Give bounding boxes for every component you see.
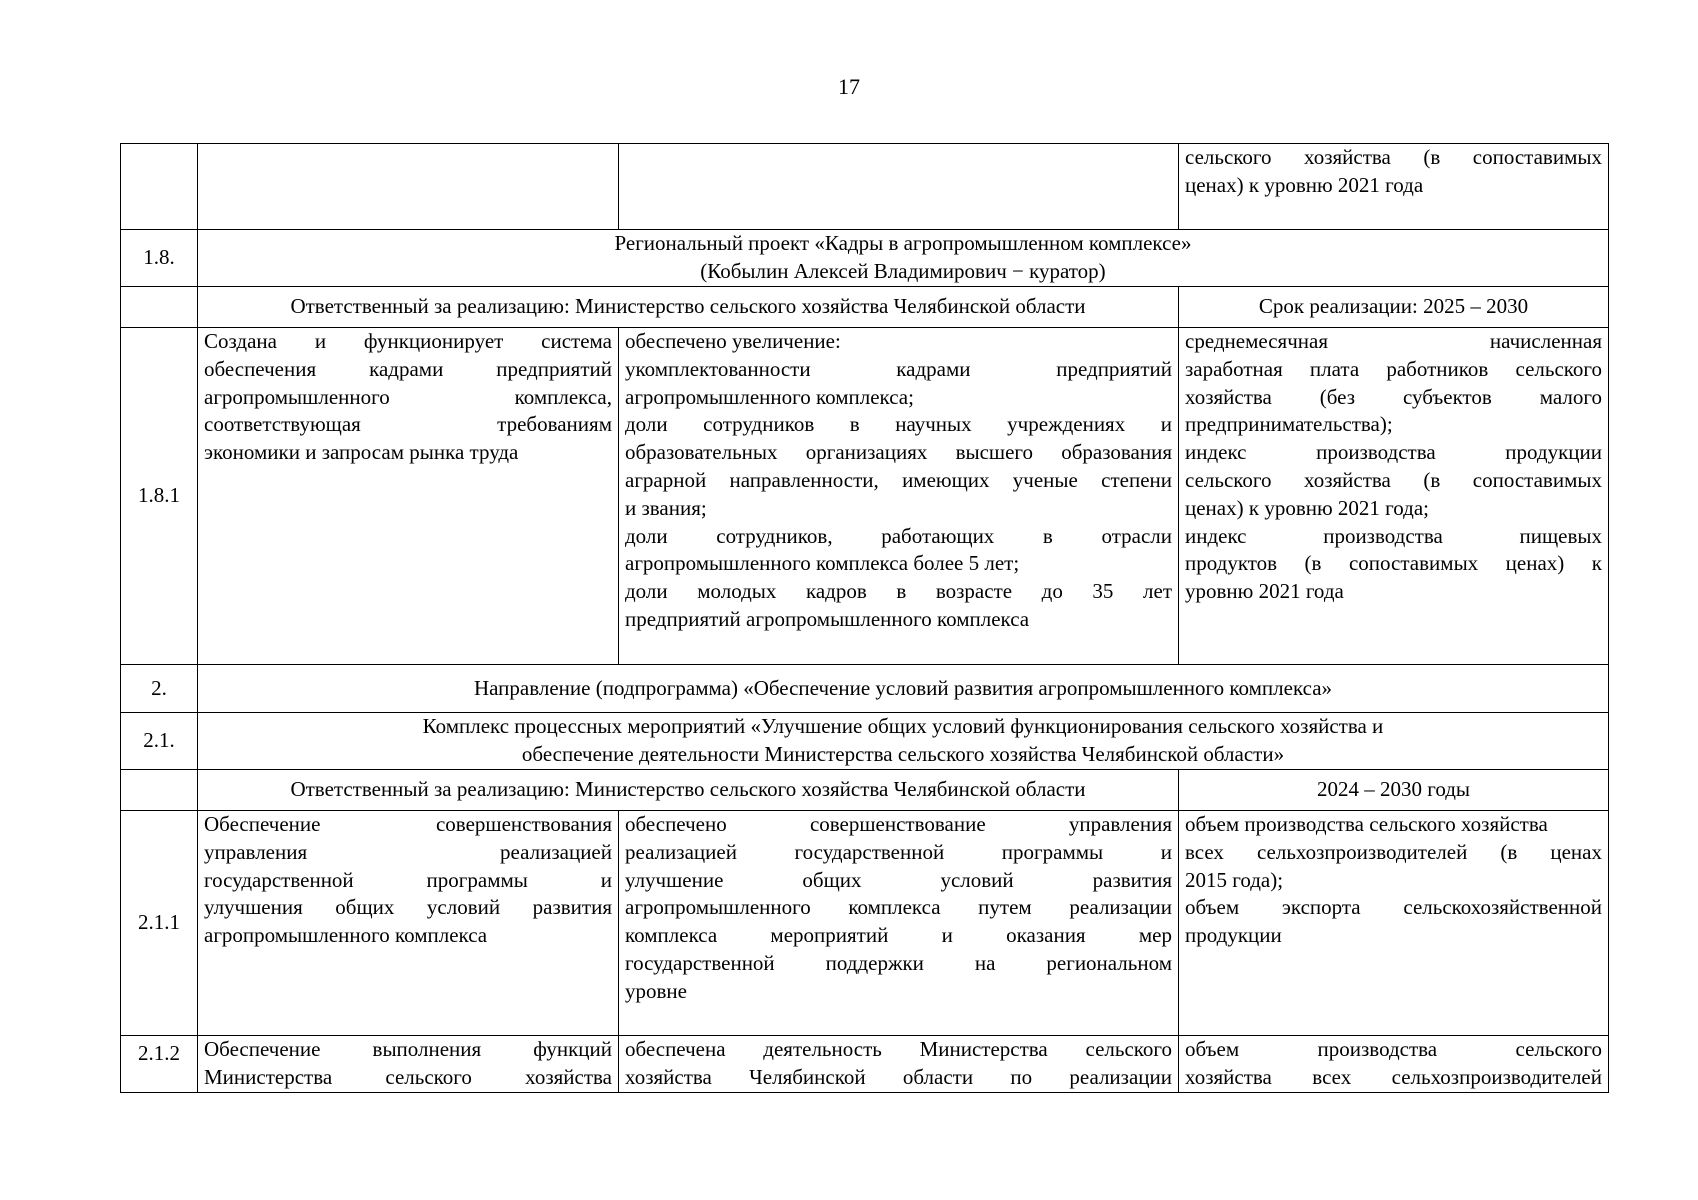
table-row-responsible bbox=[121, 287, 1609, 328]
responsible-text: Ответственный за реализацию: Министерство сельского хозяйства Челябинской области bbox=[198, 770, 1179, 811]
cell-result bbox=[619, 144, 1179, 230]
text-line: сельского хозяйства (в сопоставимых bbox=[1185, 145, 1602, 169]
text-line: доли молодых кадров в возрасте до 35 лет bbox=[625, 579, 1172, 604]
text-line: среднемесячная начисленная bbox=[1185, 329, 1602, 353]
text-line: индекс производства пищевых bbox=[1185, 523, 1602, 548]
text-line: объем производства сельского bbox=[1185, 1037, 1602, 1061]
row-number: 1.8. bbox=[121, 230, 198, 287]
responsible-text: Ответственный за реализацию: Министерство сельского хозяйства Челябинской области bbox=[198, 287, 1179, 328]
text-line: обеспечена деятельность Министерства сельского bbox=[625, 1037, 1172, 1061]
row-number: 2.1.2 bbox=[121, 1036, 198, 1093]
text-line: уровню 2021 года bbox=[1185, 579, 1344, 604]
text-line: аграрной направленности, имеющих ученые степени bbox=[625, 467, 1172, 492]
text-line: улучшения общих условий развития bbox=[204, 895, 612, 920]
text-line: реализацией государственной программы и bbox=[625, 839, 1172, 864]
text-line: обеспечено совершенствование управления bbox=[625, 812, 1172, 836]
section-title bbox=[198, 230, 1609, 287]
text-line: ценах) к уровню 2021 года; bbox=[1185, 495, 1429, 520]
section-title: Направление (подпрограмма) «Обеспечение условий развития агропромышленного комплекса» bbox=[198, 665, 1609, 713]
cell-indicator bbox=[1179, 144, 1609, 230]
cell-indicator bbox=[1179, 328, 1609, 665]
text-line: Создана и функционирует система bbox=[204, 329, 612, 353]
cell-task bbox=[198, 144, 619, 230]
text-line: 2015 года); bbox=[1185, 867, 1284, 892]
table-row bbox=[121, 328, 1609, 665]
text-line: улучшение общих условий развития bbox=[625, 867, 1172, 892]
text-line: предпринимательства); bbox=[1185, 412, 1393, 437]
text-line: продукции bbox=[1185, 923, 1282, 948]
cell-task bbox=[198, 328, 619, 665]
text-line: обеспечение деятельности Министерства сельского хозяйства Челябинской области» bbox=[521, 742, 1285, 766]
text-line: агропромышленного комплекса путем реализации bbox=[625, 895, 1172, 920]
text-line: ценах) к уровню 2021 года bbox=[1185, 172, 1424, 197]
text-line: доли сотрудников, работающих в отрасли bbox=[625, 523, 1172, 548]
text-line: Обеспечение совершенствования bbox=[204, 812, 612, 836]
text-line: хозяйства (без субъектов малого bbox=[1185, 384, 1602, 409]
text-line: доли сотрудников в научных учреждениях и bbox=[625, 412, 1172, 437]
text-line: продуктов (в сопоставимых ценах) к bbox=[1185, 551, 1602, 576]
text-line: образовательных организациях высшего образования bbox=[625, 440, 1172, 465]
text-line: укомплектованности кадрами предприятий bbox=[625, 356, 1172, 381]
table-row-section bbox=[121, 230, 1609, 287]
text-line: хозяйства Челябинской области по реализации bbox=[625, 1064, 1172, 1089]
text-line: экономики и запросам рынка труда bbox=[204, 440, 519, 465]
text-line: агропромышленного комплекса; bbox=[625, 384, 914, 409]
text-line: Обеспечение выполнения функций bbox=[204, 1037, 612, 1061]
text-line: и звания; bbox=[625, 495, 707, 520]
text-line: индекс производства продукции bbox=[1185, 440, 1602, 465]
page-number: 17 bbox=[838, 74, 860, 99]
term-text: 2024 – 2030 годы bbox=[1179, 770, 1609, 811]
cell-num bbox=[121, 770, 198, 811]
cell-num bbox=[121, 144, 198, 230]
row-number: 2. bbox=[121, 665, 198, 713]
text-line: Региональный проект «Кадры в агропромышленном комплексе» bbox=[614, 231, 1192, 256]
cell-num bbox=[121, 287, 198, 328]
cell-result bbox=[619, 811, 1179, 1036]
row-number: 2.1. bbox=[121, 713, 198, 770]
cell-task bbox=[198, 1036, 619, 1093]
text-line: всех сельхозпроизводителей (в ценах bbox=[1185, 839, 1602, 864]
text-line: объем экспорта сельскохозяйственной bbox=[1185, 895, 1602, 920]
cell-result bbox=[619, 1036, 1179, 1093]
table-row-section bbox=[121, 713, 1609, 770]
text-line: уровне bbox=[625, 978, 687, 1003]
text-line: государственной поддержки на региональном bbox=[625, 950, 1172, 975]
text-line: управления реализацией bbox=[204, 839, 612, 864]
table-row bbox=[121, 1036, 1609, 1093]
text-line: Комплекс процессных мероприятий «Улучшение общих условий функционирования сельского хозяйства и bbox=[422, 714, 1384, 739]
cell-result bbox=[619, 328, 1179, 665]
text-line: комплекса мероприятий и оказания мер bbox=[625, 923, 1172, 948]
text-line: государственной программы и bbox=[204, 867, 612, 892]
term-text: Срок реализации: 2025 – 2030 bbox=[1179, 287, 1609, 328]
text-line: агропромышленного комплекса более 5 лет; bbox=[625, 551, 1020, 576]
text-line: объем производства сельского хозяйства bbox=[1185, 812, 1548, 836]
cell-task bbox=[198, 811, 619, 1036]
table-row-section bbox=[121, 665, 1609, 713]
text-line: обеспечено увеличение: bbox=[625, 329, 841, 353]
cell-indicator bbox=[1179, 811, 1609, 1036]
section-title bbox=[198, 713, 1609, 770]
text-line: хозяйства всех сельхозпроизводителей bbox=[1185, 1064, 1602, 1089]
program-table bbox=[120, 143, 1609, 1093]
text-line: (Кобылин Алексей Владимирович − куратор) bbox=[700, 259, 1106, 283]
row-number: 1.8.1 bbox=[121, 328, 198, 665]
table-row-responsible bbox=[121, 770, 1609, 811]
row-number: 2.1.1 bbox=[121, 811, 198, 1036]
text-line: агропромышленного комплекса, bbox=[204, 384, 612, 409]
text-line: заработная плата работников сельского bbox=[1185, 356, 1602, 381]
text-line: предприятий агропромышленного комплекса bbox=[625, 606, 1030, 631]
text-line: соответствующая требованиям bbox=[204, 412, 612, 437]
text-line: Министерства сельского хозяйства bbox=[204, 1064, 612, 1089]
text-line: сельского хозяйства (в сопоставимых bbox=[1185, 467, 1602, 492]
cell-indicator bbox=[1179, 1036, 1609, 1093]
text-line: обеспечения кадрами предприятий bbox=[204, 356, 612, 381]
text-line: агропромышленного комплекса bbox=[204, 923, 488, 948]
table-row-continuation bbox=[121, 144, 1609, 230]
table-row bbox=[121, 811, 1609, 1036]
